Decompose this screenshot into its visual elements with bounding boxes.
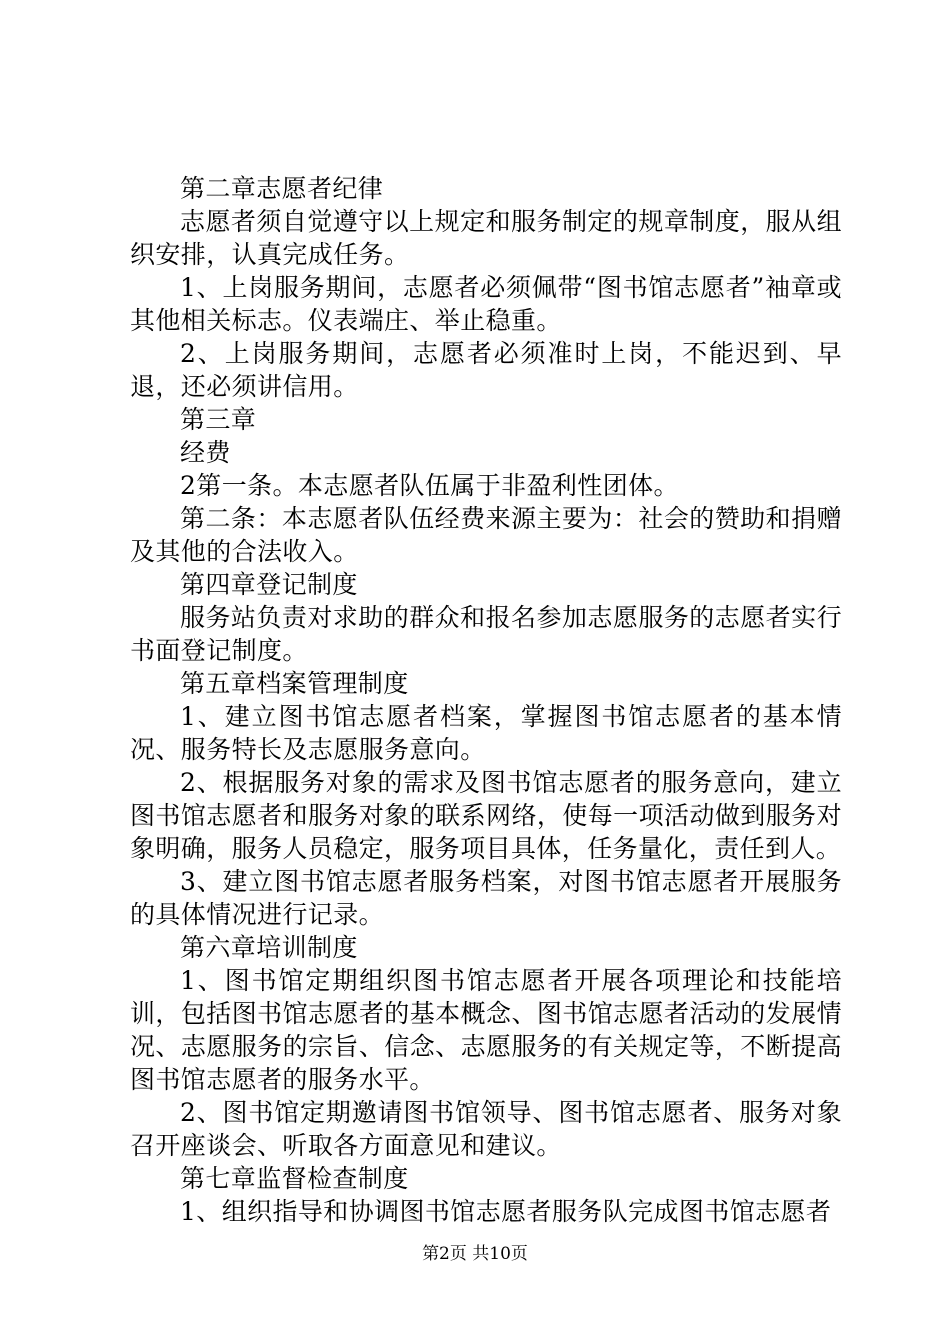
page-footer [0, 1244, 950, 1264]
chapter-heading: 第五章档案管理制度 [180, 669, 409, 698]
paragraph: 志愿者须自觉遵守以上规定和服务制定的规章制度，服从组织安排，认真完成任务。 [130, 207, 842, 269]
paragraph: 1、建立图书馆志愿者档案，掌握图书馆志愿者的基本情况、服务特长及志愿服务意向。 [130, 702, 842, 764]
paragraph: 1、组织指导和协调图书馆志愿者服务队完成图书馆志愿者 [180, 1197, 832, 1226]
paragraph: 1、上岗服务期间，志愿者必须佩带“图书馆志愿者”袖章或其他相关标志。仪表端庄、举止稳重。 [130, 273, 842, 335]
page-number: 第2页 共10页 [422, 1244, 528, 1264]
chapter-heading: 第六章培训制度 [180, 933, 358, 962]
paragraph: 1、图书馆定期组织图书馆志愿者开展各项理论和技能培训，包括图书馆志愿者的基本概念、图书馆志愿者活动的发展情况、志愿服务的宗旨、信念、志愿服务的有关规定等，不断提高图书馆志愿者的服务水平。 [130, 966, 842, 1094]
paragraph: 2第一条。本志愿者队伍属于非盈利性团体。 [180, 471, 679, 500]
chapter-heading: 经费 [180, 438, 231, 467]
document-body [130, 172, 842, 1228]
chapter-heading: 第三章 [180, 405, 257, 434]
paragraph: 服务站负责对求助的群众和报名参加志愿服务的志愿者实行书面登记制度。 [130, 603, 842, 665]
paragraph: 2、根据服务对象的需求及图书馆志愿者的服务意向，建立图书馆志愿者和服务对象的联系网络，使每一项活动做到服务对象明确，服务人员稳定，服务项目具体，任务量化，责任到人。 [130, 768, 842, 863]
paragraph: 3、建立图书馆志愿者服务档案，对图书馆志愿者开展服务的具体情况进行记录。 [130, 867, 842, 929]
chapter-heading: 第四章登记制度 [180, 570, 358, 599]
paragraph: 2、上岗服务期间，志愿者必须准时上岗，不能迟到、早退，还必须讲信用。 [130, 339, 842, 401]
chapter-heading: 第二章志愿者纪律 [180, 174, 384, 203]
chapter-heading: 第七章监督检查制度 [180, 1164, 409, 1193]
paragraph: 2、图书馆定期邀请图书馆领导、图书馆志愿者、服务对象召开座谈会、听取各方面意见和建议。 [130, 1098, 842, 1160]
paragraph: 第二条：本志愿者队伍经费来源主要为：社会的赞助和捐赠及其他的合法收入。 [130, 504, 842, 566]
